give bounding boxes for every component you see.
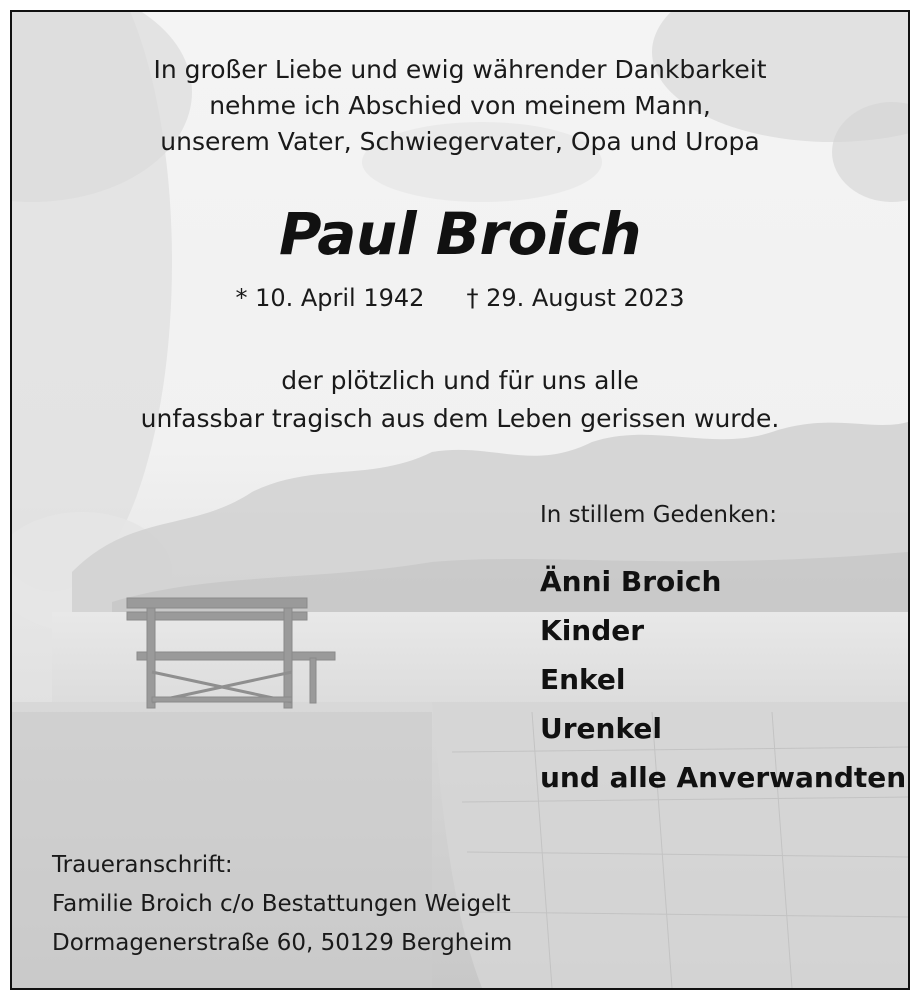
family-member: und alle Anverwandten <box>540 761 907 794</box>
intro-line: In großer Liebe und ewig währender Dankbarkeit <box>153 55 767 84</box>
intro-line: nehme ich Abschied von meinem Mann, <box>209 91 711 120</box>
description-line: der plötzlich und für uns alle <box>281 366 639 395</box>
address-line: Traueranschrift: <box>52 852 233 878</box>
family-list <box>540 557 906 802</box>
mourning-address <box>52 846 512 963</box>
family-member: Enkel <box>540 663 626 696</box>
family-member: Urenkel <box>540 712 662 745</box>
mourning-heading: In stillem Gedenken: <box>540 502 777 528</box>
deceased-name: Paul Broich <box>278 200 641 268</box>
description-line: unfassbar tragisch aus dem Leben gerissen wurde. <box>140 404 780 433</box>
address-line: Familie Broich c/o Bestattungen Weigelt <box>52 891 511 917</box>
family-member: Änni Broich <box>540 565 722 598</box>
death-date: † 29. August 2023 <box>466 284 685 312</box>
family-member: Kinder <box>540 614 645 647</box>
intro-line: unserem Vater, Schwiegervater, Opa und Uropa <box>160 127 760 156</box>
obituary-notice <box>10 10 910 990</box>
address-line: Dormagenerstraße 60, 50129 Bergheim <box>52 930 513 956</box>
life-dates <box>12 284 908 312</box>
description-text <box>12 362 908 438</box>
intro-text <box>12 52 908 160</box>
birth-date: * 10. April 1942 <box>235 284 425 312</box>
